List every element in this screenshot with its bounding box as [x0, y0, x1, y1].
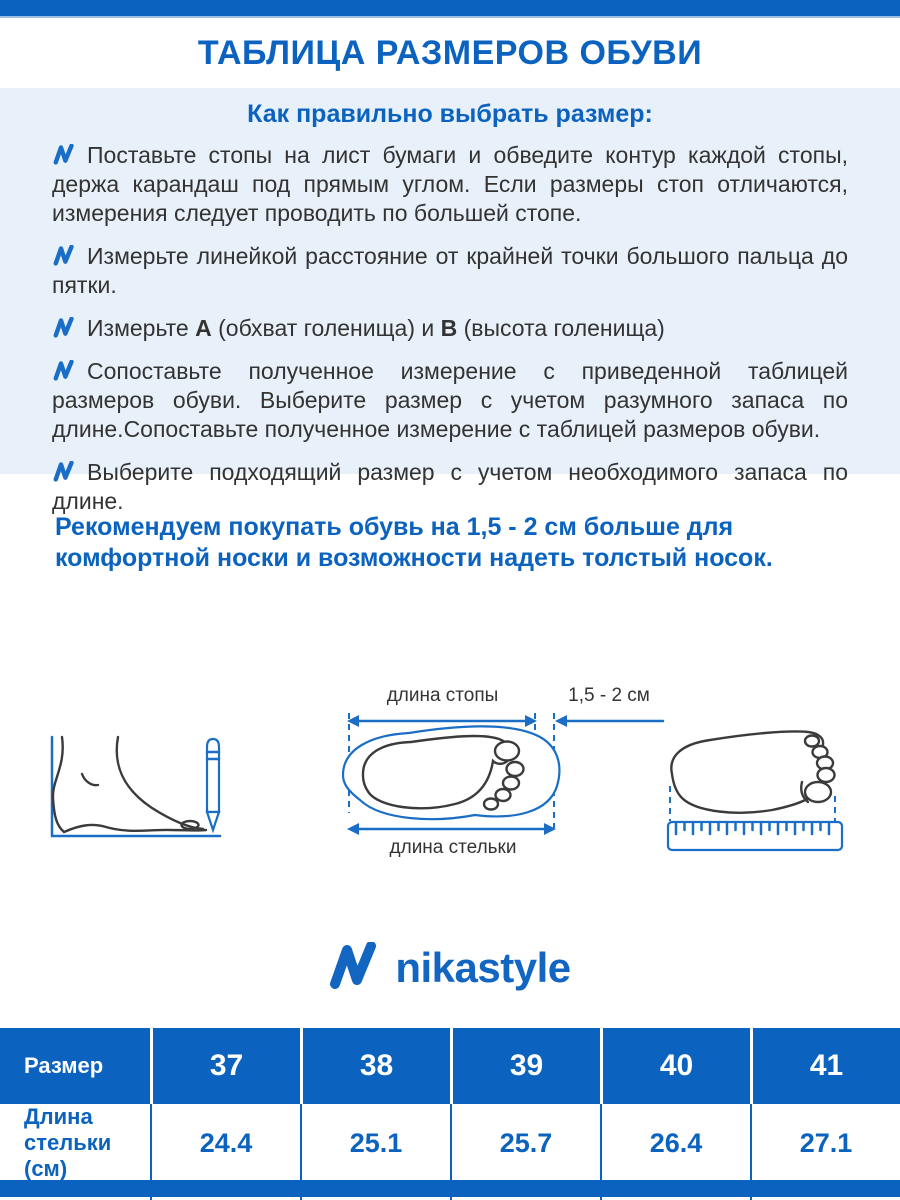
brand-logo: [0, 936, 900, 1000]
foot-length-label: длина стопы: [386, 685, 499, 706]
brand-logo-text: nikastyle: [395, 944, 571, 991]
insole-length-row: [0, 1104, 900, 1180]
instruction-text: (обхват голенища) и: [211, 315, 441, 341]
allowance-label: 1,5 - 2 см: [568, 685, 650, 706]
nikastyle-n-wave-icon: [52, 359, 77, 380]
size-value: 41: [750, 1028, 900, 1104]
list-item: [52, 141, 848, 228]
size-value: 40: [600, 1028, 750, 1104]
insole-length-value: 26.4: [600, 1104, 750, 1182]
size-value: 39: [450, 1028, 600, 1104]
size-table-header-row: [0, 1028, 900, 1104]
size-value: 37: [150, 1028, 300, 1104]
measurement-diagrams: [0, 686, 900, 881]
top-accent-bar: [0, 0, 900, 18]
instruction-text: Сопоставьте полученное измерение с приведенной таблицей размеров обуви. Выберите размер с учетом разумного запаса по длине.Сопоставьте полученное измерение с таблицей размеров обуви.: [52, 358, 848, 442]
size-table: [0, 1028, 900, 1200]
instructions-section: [0, 88, 900, 514]
nikastyle-n-wave-icon: [52, 460, 77, 481]
insole-measure-diagram: [335, 685, 665, 861]
nikastyle-n-wave-icon: [52, 244, 77, 265]
list-item: [52, 242, 848, 300]
nikastyle-n-wave-icon: [52, 143, 77, 164]
instruction-text: Выберите подходящий размер с учетом необходимого запаса по длине.: [52, 459, 848, 514]
foot-with-ruler-diagram: [652, 696, 887, 861]
nikastyle-n-wave-icon: [329, 942, 381, 995]
recommendation-text: Рекомендуем покупать обувь на 1,5 - 2 см больше для комфортной носки и возможности надеть толстый носок.: [55, 513, 773, 572]
header: [0, 18, 900, 88]
instructions-heading: Как правильно выбрать размер:: [247, 100, 653, 128]
insole-length-value: 25.1: [300, 1104, 450, 1182]
insole-length-label: длина стельки: [389, 837, 517, 858]
insole-length-value: 24.4: [150, 1104, 300, 1182]
list-item: [52, 314, 848, 343]
page-title: ТАБЛИЦА РАЗМЕРОВ ОБУВИ: [197, 33, 703, 72]
nikastyle-n-wave-icon: [52, 316, 77, 337]
instructions-list: [52, 141, 848, 516]
measure-b-label: В: [440, 315, 458, 341]
measure-a-label: А: [195, 315, 212, 341]
foot-tracing-with-pencil-diagram: [40, 686, 260, 876]
insole-length-value: 27.1: [750, 1104, 900, 1182]
insole-measure-drawing: [335, 691, 665, 861]
size-value: 38: [300, 1028, 450, 1104]
size-row-header: Размер: [24, 1053, 104, 1078]
list-item: [52, 357, 848, 444]
insole-length-value: 25.7: [450, 1104, 600, 1182]
list-item: [52, 458, 848, 516]
table-next-row-bar: [0, 1180, 900, 1197]
insole-row-header: Длина стельки (см): [24, 1104, 112, 1181]
instruction-text: (высота голенища): [457, 315, 665, 341]
instruction-text: Поставьте стопы на лист бумаги и обведите контур каждой стопы, держа карандаш под прямым углом. Если размеры стоп отличаются, измерения следует проводить по большей стопе.: [52, 142, 848, 226]
instruction-text: Измерьте линейкой расстояние от крайней точки большого пальца до пятки.: [52, 243, 848, 298]
instruction-text: Измерьте: [87, 315, 196, 341]
